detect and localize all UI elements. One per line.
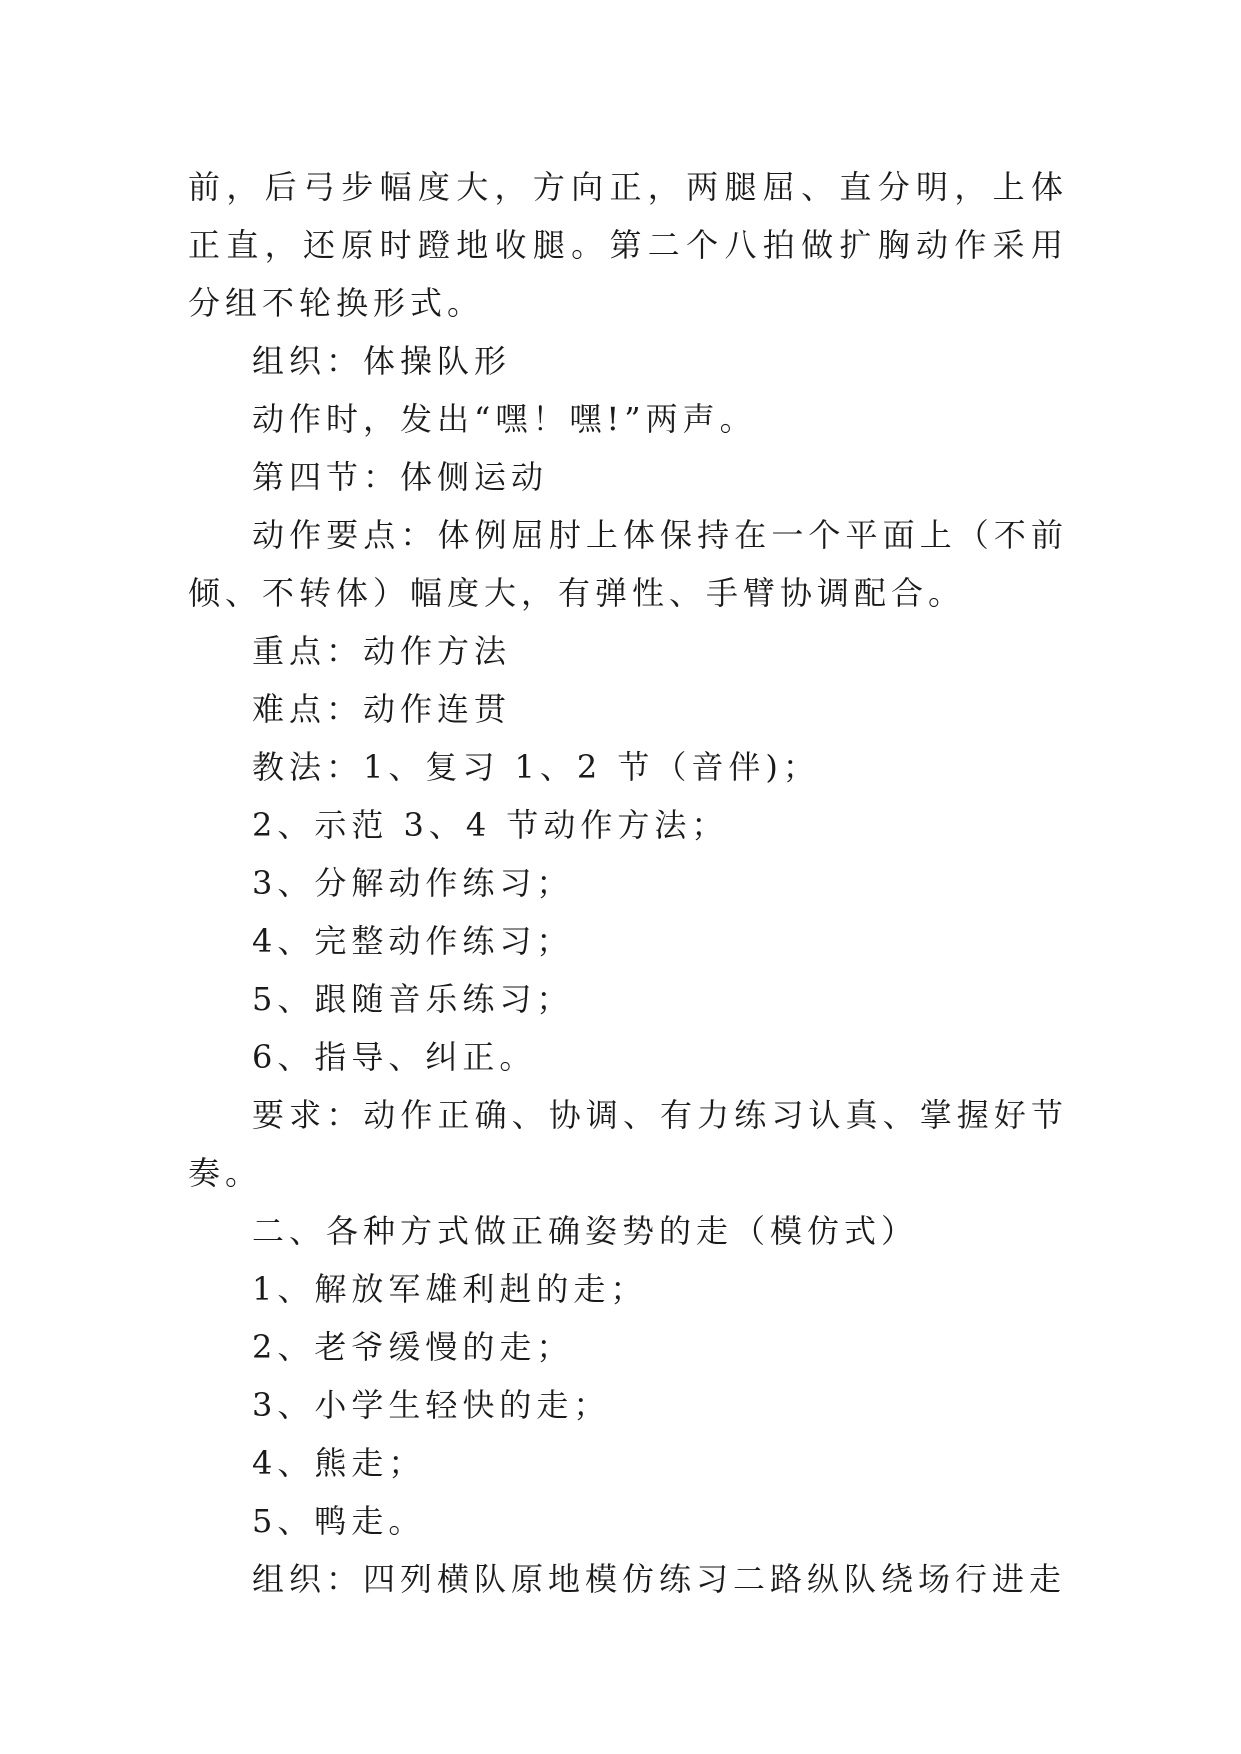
paragraph-focus: 重点：动作方法 (252, 632, 512, 670)
list-item: 1、解放军雄利赳的走； (252, 1270, 648, 1308)
list-item: 6、指导、纠正。 (252, 1038, 537, 1076)
paragraph-continued: 前，后弓步幅度大，方向正，两腿屈、直分明，上体正直，还原时蹬地收腿。第二个八拍做扩胸动作采用分组不轮换形式。 (188, 168, 1068, 322)
paragraph-key-points: 动作要点：体例屈肘上体保持在一个平面上（不前倾、不转体）幅度大，有弹性、手臂协调配合。 (188, 516, 1068, 612)
list-item: 5、鸭走。 (252, 1502, 426, 1540)
list-item: 2、示范 3、4 节动作方法； (252, 806, 729, 844)
paragraph-organization: 组织：四列横队原地模仿练习二路纵队绕场行进走 (252, 1560, 1067, 1598)
section-heading: 二、各种方式做正确姿势的走（模仿式） (252, 1212, 919, 1250)
list-item: 2、老爷缓慢的走； (252, 1328, 574, 1366)
list-item: 4、完整动作练习； (252, 922, 574, 960)
paragraph-difficulty: 难点：动作连贯 (252, 690, 512, 728)
paragraph-organization: 组织：体操队形 (252, 342, 512, 380)
section-heading: 第四节：体侧运动 (252, 458, 549, 496)
list-item: 5、跟随音乐练习； (252, 980, 574, 1018)
list-item: 4、熊走； (252, 1444, 426, 1482)
paragraph-requirements: 要求：动作正确、协调、有力练习认真、掌握好节奏。 (188, 1096, 1068, 1192)
paragraph-shout: 动作时，发出“嘿！嘿!”两声。 (252, 400, 757, 438)
document-body (188, 158, 1068, 1608)
paragraph-teaching-method: 教法：1、复习 1、2 节（音伴)； (252, 748, 820, 786)
list-item: 3、分解动作练习； (252, 864, 574, 902)
list-item: 3、小学生轻快的走； (252, 1386, 611, 1424)
